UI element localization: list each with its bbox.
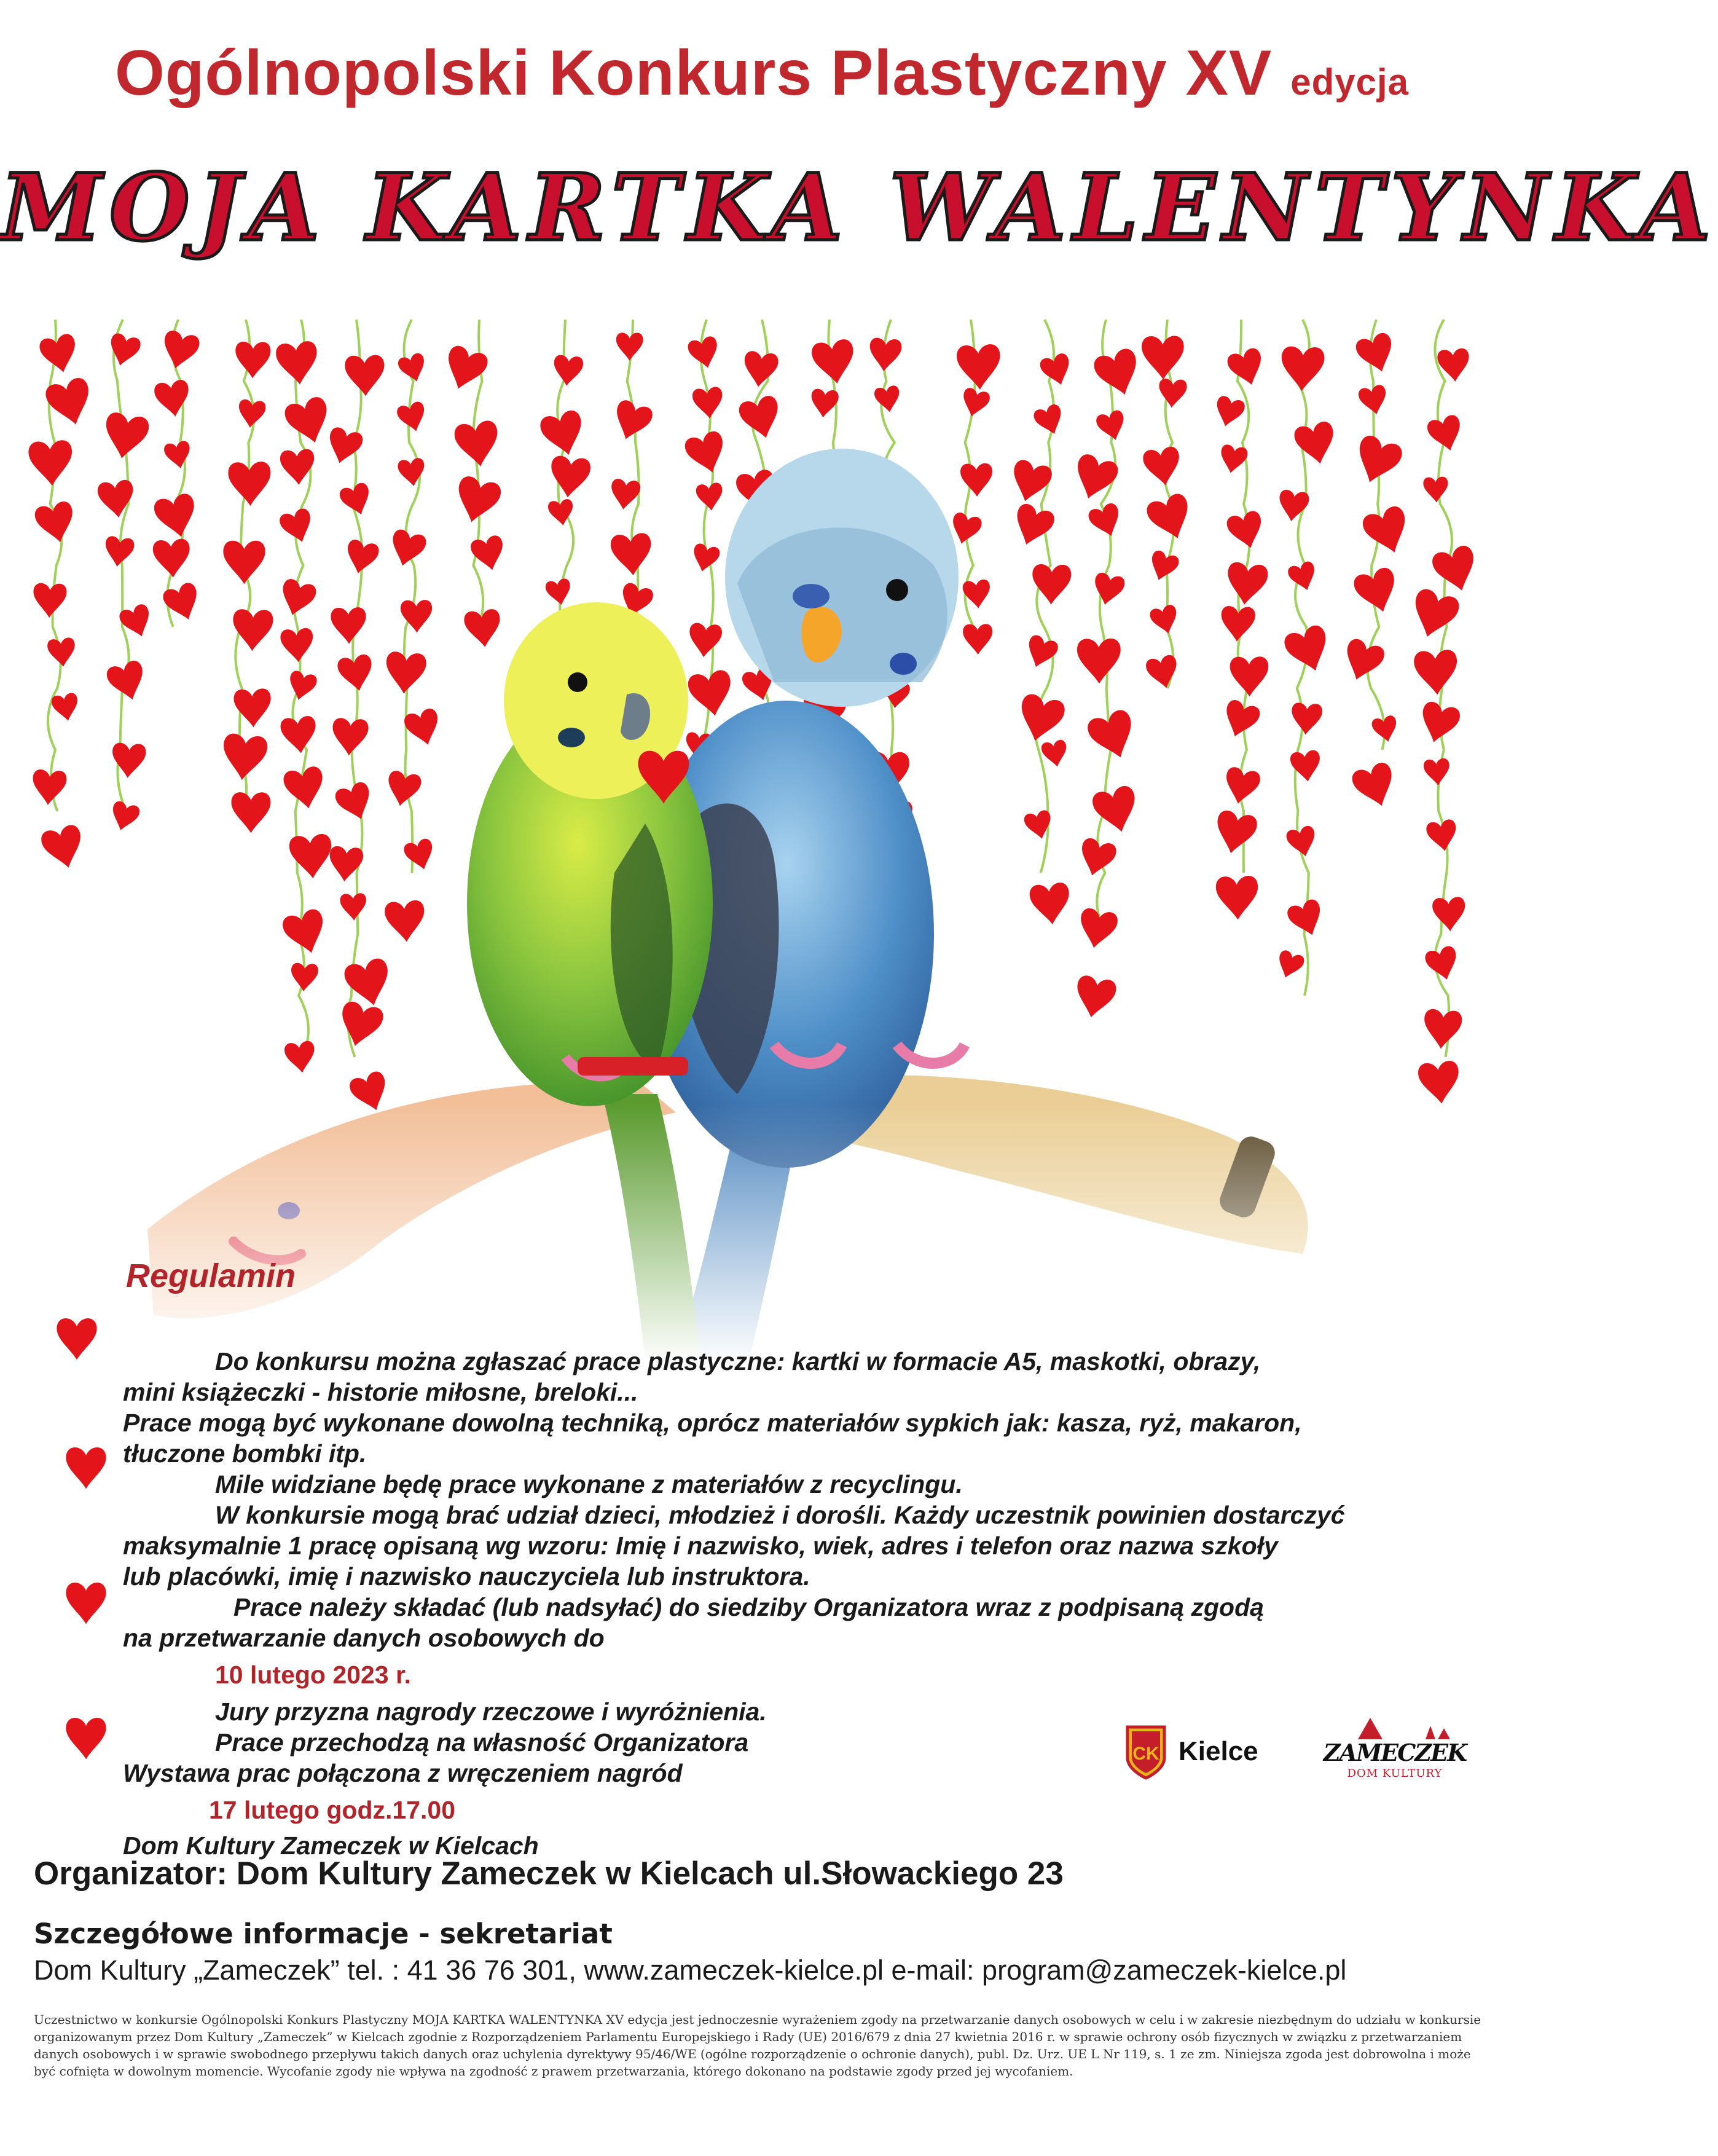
- rules-line: W konkursie mogą brać udział dzieci, młodzież i dorośli. Każdy uczestnik powinien dostarczyć: [215, 1501, 1345, 1529]
- rules-line: Do konkursu można zgłaszać prace plastyczne: kartki w formacie A5, maskotki, obrazy,: [215, 1347, 1261, 1375]
- kielce-crest-text: CK: [1132, 1744, 1159, 1764]
- rules-line: na przetwarzanie danych osobowych do: [123, 1624, 605, 1652]
- contest-name: Ogólnopolski Konkurs Plastyczny: [114, 37, 1167, 109]
- rules-line: maksymalnie 1 pracę opisaną wg wzoru: Imię i nazwisko, wiek, adres i telefon oraz nazwa szkoły: [123, 1532, 1278, 1560]
- rules-line: Prace mogą być wykonane dowolną techniką, oprócz materiałów sypkich jak: kasza, ryż, makaron,: [123, 1409, 1302, 1437]
- edition-word: edycja: [1290, 61, 1409, 103]
- organizer-line: Organizator: Dom Kultury Zameczek w Kielcach ul.Słowackiego 23: [34, 1855, 1064, 1892]
- info-heading: Szczegółowe informacje - sekretariat: [34, 1918, 613, 1950]
- rules-line: lub placówki, imię i nazwisko nauczyciela lub instruktora.: [123, 1562, 810, 1591]
- rules-line: Wystawa prac połączona z wręczeniem nagród: [123, 1759, 683, 1787]
- main-title: MOJA KARTKA WALENTYNKA: [0, 154, 1718, 262]
- zameczek-logo: [1323, 1715, 1467, 1780]
- heart-bullet-icon: [52, 1315, 101, 1362]
- kielce-crest-icon: [1124, 1724, 1167, 1779]
- deadline-date: 10 lutego 2023 r.: [215, 1661, 412, 1689]
- heart-bullet-icon: [61, 1715, 111, 1761]
- heart-bullet-icon: [61, 1444, 111, 1491]
- rules-body: [123, 1346, 1475, 1861]
- heart-bullet-icon: [61, 1580, 111, 1626]
- edition-number: XV: [1185, 37, 1273, 109]
- rules-line: Prace przechodzą na własność Organizatora: [215, 1728, 749, 1757]
- zameczek-logo-sub: DOM KULTURY: [1347, 1767, 1443, 1780]
- contest-title: [0, 37, 1524, 110]
- zameczek-logo-text: ZAMECZEK: [1323, 1739, 1467, 1766]
- kielce-logo-text: Kielce: [1179, 1736, 1258, 1766]
- budgie-illustration: [12, 320, 1512, 1364]
- rules-line: Dom Kultury Zameczek w Kielcach: [123, 1831, 539, 1860]
- rules-line: Mile widziane będę prace wykonane z materiałów z recyclingu.: [215, 1470, 963, 1498]
- kielce-logo: [1124, 1724, 1258, 1779]
- rules-heading: Regulamin: [126, 1257, 296, 1294]
- rules-line: Jury przyzna nagrody rzeczowe i wyróżnienia.: [215, 1698, 767, 1726]
- contact-line: Dom Kultury „Zameczek” tel. : 41 36 76 301, www.zameczek-kielce.pl e-mail: program@zameczek-kielce.pl: [34, 1954, 1347, 1986]
- castle-icon: [1323, 1715, 1467, 1766]
- rules-line: Prace należy składać (lub nadsyłać) do siedziby Organizatora wraz z podpisaną zgodą: [233, 1593, 1264, 1621]
- rules-line: mini książeczki - historie miłosne, breloki...: [123, 1378, 638, 1406]
- exhibition-date: 17 lutego godz.17.00: [209, 1796, 455, 1824]
- rules-line: tłuczone bombki itp.: [123, 1439, 367, 1468]
- gdpr-footnote: Uczestnictwo w konkursie Ogólnopolski Konkurs Plastyczny MOJA KARTKA WALENTYNKA XV edycja jest jednoczesnie wyrażeniem zgody na przetwarzanie danych osobowych w celu i w zakresie niezbędnym do udziału w konkursie organizowanym przez Dom Kultury „Zameczek” w Kielcach zgodnie z Rozporządzeniem Parlamentu Europejskiego i Rady (UE) 2016/679 z dnia 27 kwietnia 2016 r. w sprawie ochrony osób fizycznych w związku z przetwarzaniem danych osobowych i w sprawie swobodnego przepływu takich danych oraz uchylenia dyrektywy 95/46/WE (ogólne rozporządzenie o ochronie danych), publ. Dz. Urz. UE L Nr 119, s. 1 ze zm. Niniejsza zgoda jest dobrowolna i może być cofnięta w dowolnym momencie. Wycofanie zgody nie wpływa na zgodność z prawem przetwarzania, którego dokonano na podstawie zgody przed jej wycofaniem.: [34, 2012, 1481, 2079]
